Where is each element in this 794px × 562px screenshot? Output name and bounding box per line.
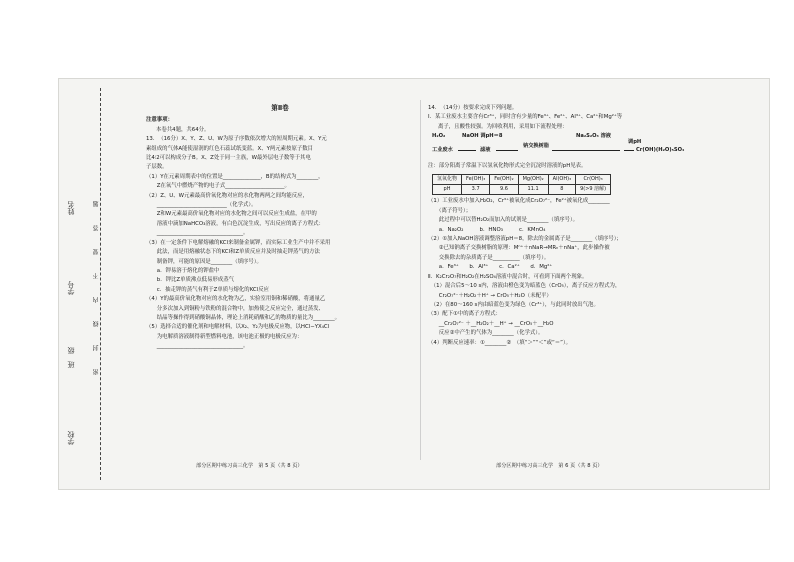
q14-line: （2）在80～160 s内由暗蓝色变为绿色（Cr³⁺），与此同时放出气泡。 xyxy=(428,301,599,308)
q13-line: Z在氧气中燃烧产物的电子式______________________。 xyxy=(146,183,290,190)
q14-line: （1）工业废水中加入H₂O₂，Cr³⁺被氧化成Cr₂O₇²⁻，Fe²⁺被氧化成________ xyxy=(428,198,610,205)
q14-line: （离子符号）； xyxy=(428,207,472,214)
flow-exchange-resin: 钠交换树脂 xyxy=(523,143,549,150)
q13-line: 结晶等操作得到硝酸铜晶体，理论上消耗硝酸和乙的物质的量比为________。 xyxy=(146,314,341,321)
q14-line: Cr₂O₇²⁻＋H₂O₂＋H⁺ → CrO₅＋H₂O（未配平） xyxy=(428,292,552,299)
q13-line: ________________________________。 xyxy=(146,343,249,350)
right-page-footer: 部分区期中练习高三化学 第 6 页（共 8 页） xyxy=(496,463,603,469)
seal-text: 密 封 线 内 不 要 答 题 xyxy=(93,201,100,375)
flow-filtrate: 滤液 xyxy=(480,147,491,154)
table-header-row xyxy=(433,174,611,184)
flow-naoh: NaOH 调pH＝8 xyxy=(462,133,503,140)
q13-line: 为电解质溶液制得新型燃料电池，该电池正极的电极反应为： xyxy=(146,333,303,340)
student-id-label: 学号 xyxy=(67,281,75,295)
table-cell: 氢氧化物 xyxy=(433,174,462,184)
q14-line: （3）配下①中的离子方程式： xyxy=(428,311,501,318)
flow-adjust-ph: 调pH xyxy=(628,139,642,146)
q13-line: 分多次加入到铜粉与铁粉的混合物中，加热使之反应完全，通过蒸发、 xyxy=(146,305,324,312)
table-cell: 11.1 xyxy=(518,185,548,195)
q14-line: Ⅱ．K₂Cr₂O₇和H₂O₂在H₂SO₄溶液中混合时，可看到下面两个现象。 xyxy=(428,273,588,280)
flow-na2s2o3: Na₂S₂O₃ 溶液 xyxy=(576,133,611,140)
left-page xyxy=(146,104,414,352)
table-cell: Al(OH)₃ xyxy=(548,174,575,184)
q14-line: a．Fe³⁺ b．Al³⁺ c．Ca²⁺ d．Mg²⁺ xyxy=(428,264,553,271)
table-cell: 9(>9 溶解) xyxy=(576,185,611,195)
q13-line: 溶液中滴加NaHCO₃溶液，有白色沉淀生成，写出反应的离子方程式： xyxy=(146,220,324,227)
q14-line: 此过程中可以替H₂O₂而加入的试剂是________（填序号）。 xyxy=(428,217,579,224)
q14-line: 交换除去的杂质离子是__________（填序号）。 xyxy=(428,254,550,261)
flow-arrow xyxy=(624,150,634,151)
q13-line: ________________________________。 xyxy=(146,230,249,237)
flow-product: Cr(OH)(H₂O)₅SO₄ xyxy=(636,147,685,154)
q13-line: 13． （16分）X、Y、Z、U、W为原子序数依次增大的短周期元素。X、Y元 xyxy=(146,136,327,143)
q13-line: 此法，而是用熔融状态下的KCl和Z单质反应并及时抽走钾蒸气的方法 xyxy=(146,249,320,256)
q14-intro-line: Ⅰ．某工业废水主要含有Cr³⁺，同时含有少量的Fe³⁺、Fe²⁺、Al³⁺、Ca²⁺和Mg²⁺等 xyxy=(428,114,623,121)
q13-line: （3）在一定条件下电解熔融的KCl来制备金属钾，而实际工业生产中并不采用 xyxy=(146,239,331,246)
class-label: 班 级 xyxy=(67,347,75,369)
q13-line: c．抽走钾的蒸气有利于Z单质与熔化的KCl反应 xyxy=(146,286,269,293)
flow-h2o2: H₂O₂ xyxy=(432,133,446,140)
q13-line: 子层数。 xyxy=(146,164,168,171)
q14-line: 反应②中产生的气体为________（化学式）。 xyxy=(428,330,544,337)
section-title: 第Ⅱ卷 xyxy=(271,104,289,112)
left-page-footer: 部分区期中练习高三化学 第 5 页（共 8 页） xyxy=(196,463,303,469)
q13-line: （5）选择合适的催化剂和电解材料，以X₂、Y₂为电极反应物，以HCl−YX₄Cl xyxy=(146,324,330,331)
notes-heading: 注意事项： xyxy=(146,117,173,124)
q13-line: b．钾比Z单质沸点低易形成蒸气 xyxy=(146,277,234,284)
table-cell: 9.6 xyxy=(490,185,518,195)
flow-arrow xyxy=(458,150,476,151)
process-flow-diagram xyxy=(428,132,700,162)
table-cell: Cr(OH)₃ xyxy=(576,174,611,184)
table-note: 注：部分阳离子常温下以氢氧化物形式完全沉淀时溶液的pH见表。 xyxy=(428,163,587,170)
table-cell: pH xyxy=(433,185,462,195)
q13-line: （2）Z、U、W元素最高价氧化物对应的水化物两两之间均能反应， xyxy=(146,192,308,199)
q13-line: Z和W元素最高价氧化物对应的水化物之间可以反应生成盐，在甲的 xyxy=(146,211,317,218)
table-cell: 3.7 xyxy=(462,185,490,195)
q14-intro-line: 离子，且酸性较强。为回收利用，采用如下流程处理： xyxy=(438,123,568,130)
flow-waste-water: 工业废水 xyxy=(432,147,453,154)
q14-line: __Cr₂O₇²⁻ ＋__H₂O₂＋__H⁺ → __CrO₅＋__H₂O xyxy=(428,320,554,327)
name-label: 姓名 xyxy=(67,201,75,215)
ph-table xyxy=(432,174,611,196)
page-divider xyxy=(420,100,421,460)
school-label: 学校 xyxy=(67,431,75,445)
q14-heading: 14． （14分）按要求完成下列问题。 xyxy=(428,105,518,111)
table-cell: Fe(OH)₃ xyxy=(462,174,490,184)
q13-line: 素组成的气体A能使湿润的红色石蕊试纸变蓝。X、Y两元素按原子数目 xyxy=(146,145,314,152)
table-row xyxy=(433,185,611,195)
notes-line: 本卷共4题，共64分。 xyxy=(156,126,210,133)
q14-line: （4）判断反应速率：①________② （填“＞”“＜”或“＝”）。 xyxy=(428,339,572,346)
q14-line: ②已知钠离子交换树脂的原理：Mⁿ⁺＋nNaR→MRₙ＋nNa⁺，此步操作被 xyxy=(428,245,610,252)
table-cell: 8 xyxy=(548,185,575,195)
table-cell: Fe(OH)₂ xyxy=(490,174,518,184)
q14-line: a．Na₂O₂ b．HNO₃ c．KMnO₄ xyxy=(428,226,546,233)
flow-arrow xyxy=(552,150,620,151)
binding-margin xyxy=(67,88,124,480)
q13-line: 制备钾，可能的原因是________（填序号）。 xyxy=(146,258,262,265)
q14-line: （1）混合后5～10 s内，溶液由橙色变为暗蓝色（CrO₅），离子反应方程式为， xyxy=(428,283,621,290)
flow-arrow xyxy=(496,150,518,151)
q13-line: 比4∶2可以构成分子B。X、Z处于同一主族，W最外层电子数等于其电 xyxy=(146,155,311,162)
table-cell: Mg(OH)₂ xyxy=(518,174,548,184)
q13-line: __________________________（化学式）。 xyxy=(146,202,257,209)
q13-line: （1）Y在元素周期表中的位置是______________，B的结构式为________， xyxy=(146,173,324,180)
q13-line: （4）Y的最高价氧化物对应的水化物为乙，实验室用铜和稀硝酸，将通量乙 xyxy=(146,296,326,303)
q13-line: a．钾易溶于熔化的钾盐中 xyxy=(146,267,220,274)
q14-line: （2）①加入NaOH溶液调整溶液pH＝8，除去的金属离子是________（填序号）； xyxy=(428,236,622,243)
right-page xyxy=(428,104,700,348)
